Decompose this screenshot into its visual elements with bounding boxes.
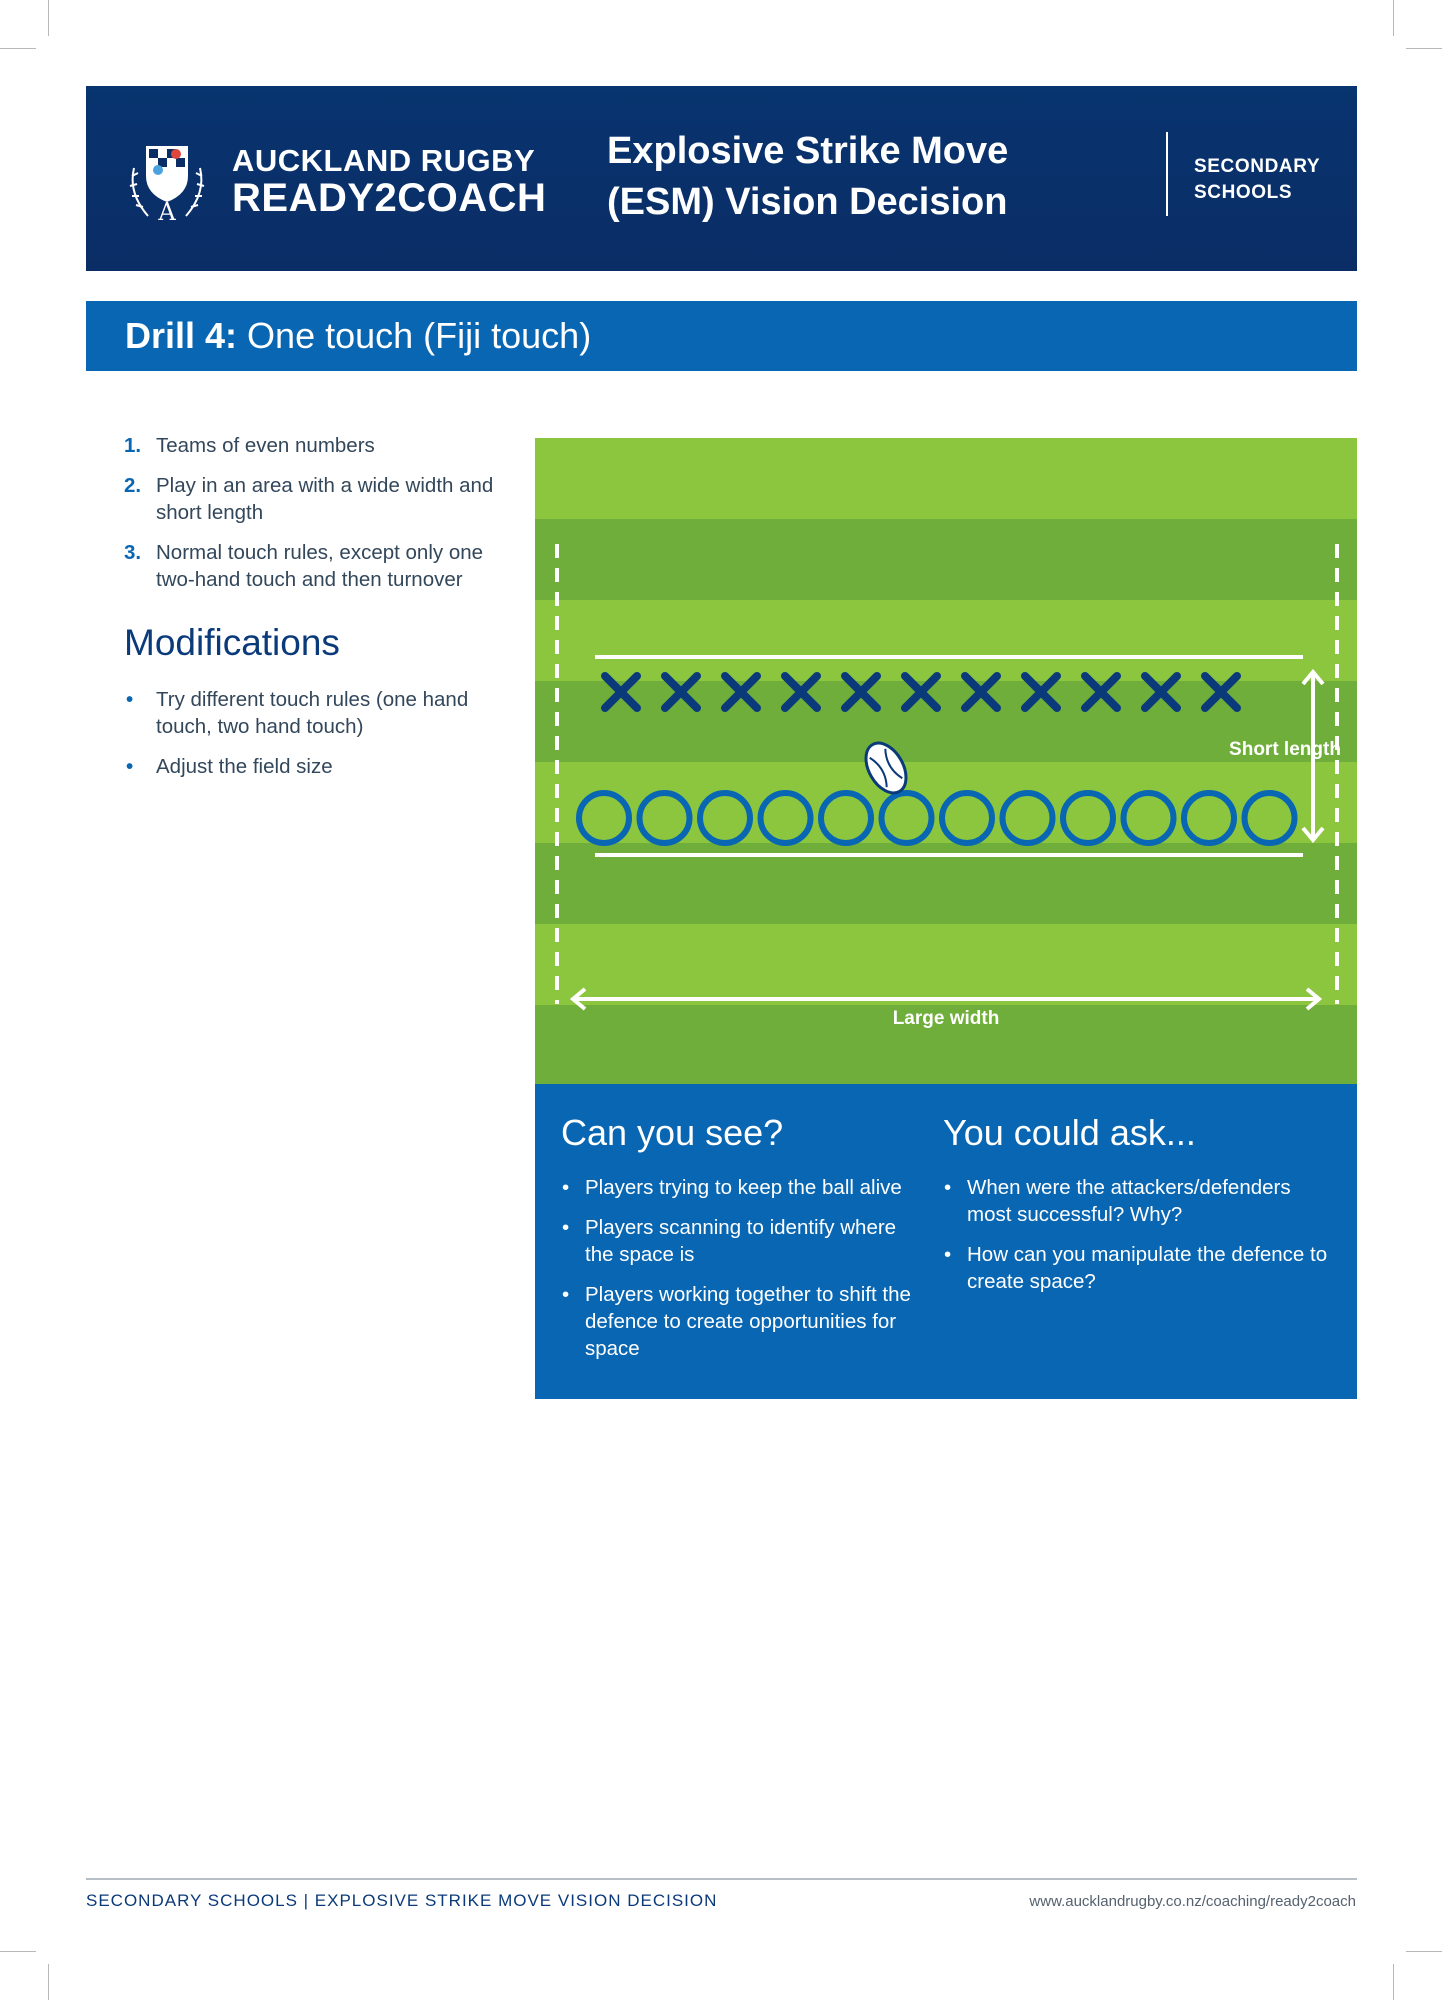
grass-stripe	[535, 519, 1357, 601]
step-number: 2.	[124, 474, 142, 497]
step-item	[124, 472, 514, 526]
footer-website-link[interactable]: www.aucklandrugby.co.nz/coaching/ready2coach	[1029, 1893, 1356, 1910]
modification-item: • Adjust the field size	[124, 753, 514, 780]
document-header	[86, 86, 1357, 271]
drill-field-diagram	[535, 438, 1357, 1084]
modifications-list	[124, 686, 514, 793]
coaching-questions-panel	[535, 1084, 1357, 1399]
step-item	[124, 539, 514, 593]
large-width-label: Large width	[892, 1008, 1000, 1029]
drill-steps-list	[124, 432, 514, 606]
grass-stripe	[535, 438, 1357, 520]
step-text: Normal touch rules, except only one two-hand touch and then turnover	[156, 541, 484, 591]
you-could-ask-list	[943, 1174, 1333, 1295]
you-could-ask-item: • How can you manipulate the defence to create space?	[943, 1241, 1333, 1295]
drill-name: One touch (Fiji touch)	[247, 315, 592, 356]
logo-text-secondary: READY2COACH	[232, 176, 547, 220]
crop-mark	[1393, 1964, 1394, 2000]
crop-mark	[0, 1951, 36, 1952]
svg-text:A: A	[158, 198, 176, 224]
crop-mark	[1406, 1951, 1442, 1952]
grass-stripe	[535, 600, 1357, 682]
title-divider	[1166, 132, 1168, 216]
grass-stripe	[535, 924, 1357, 1006]
document-title: Explosive Strike Move (ESM) Vision Decision	[607, 130, 1009, 223]
step-text: Play in an area with a wide width and short length	[156, 474, 494, 524]
you-could-ask-heading: You could ask...	[943, 1112, 1196, 1153]
field-svg	[535, 438, 1357, 1084]
can-you-see-list	[561, 1174, 921, 1362]
auckland-rugby-crest-icon	[124, 138, 210, 224]
crop-mark	[0, 48, 36, 49]
can-you-see-heading: Can you see?	[561, 1112, 784, 1153]
drill-title-bar	[86, 301, 1357, 371]
modification-item: • Try different touch rules (one hand touch, two hand touch)	[124, 686, 514, 740]
crop-mark	[48, 0, 49, 36]
crop-mark	[1393, 0, 1394, 36]
footer-rule	[86, 1878, 1357, 1880]
short-length-label: Short length	[1229, 739, 1341, 760]
crop-mark	[1406, 48, 1442, 49]
drill-title	[125, 315, 591, 357]
step-item	[124, 432, 514, 459]
can-you-see-column	[561, 1112, 921, 1375]
drill-number: Drill 4:	[125, 315, 238, 356]
can-you-see-item: • Players working together to shift the defence to create opportunities for space	[561, 1281, 921, 1362]
can-you-see-item: • Players scanning to identify where the space is	[561, 1214, 921, 1268]
step-text: Teams of even numbers	[156, 434, 375, 457]
step-number: 1.	[124, 434, 142, 457]
audience-label: SECONDARY SCHOOLS	[1194, 156, 1320, 203]
you-could-ask-item: • When were the attackers/defenders most successful? Why?	[943, 1174, 1333, 1228]
crop-mark	[48, 1964, 49, 2000]
footer-document-label: SECONDARY SCHOOLS | EXPLOSIVE STRIKE MOVE VISION DECISION	[86, 1891, 718, 1910]
logo-text-primary: AUCKLAND RUGBY	[232, 143, 536, 178]
can-you-see-item: • Players trying to keep the ball alive	[561, 1174, 921, 1201]
modifications-heading: Modifications	[124, 622, 340, 663]
grass-stripes	[535, 438, 1357, 1084]
you-could-ask-column	[943, 1112, 1333, 1308]
step-number: 3.	[124, 541, 142, 564]
